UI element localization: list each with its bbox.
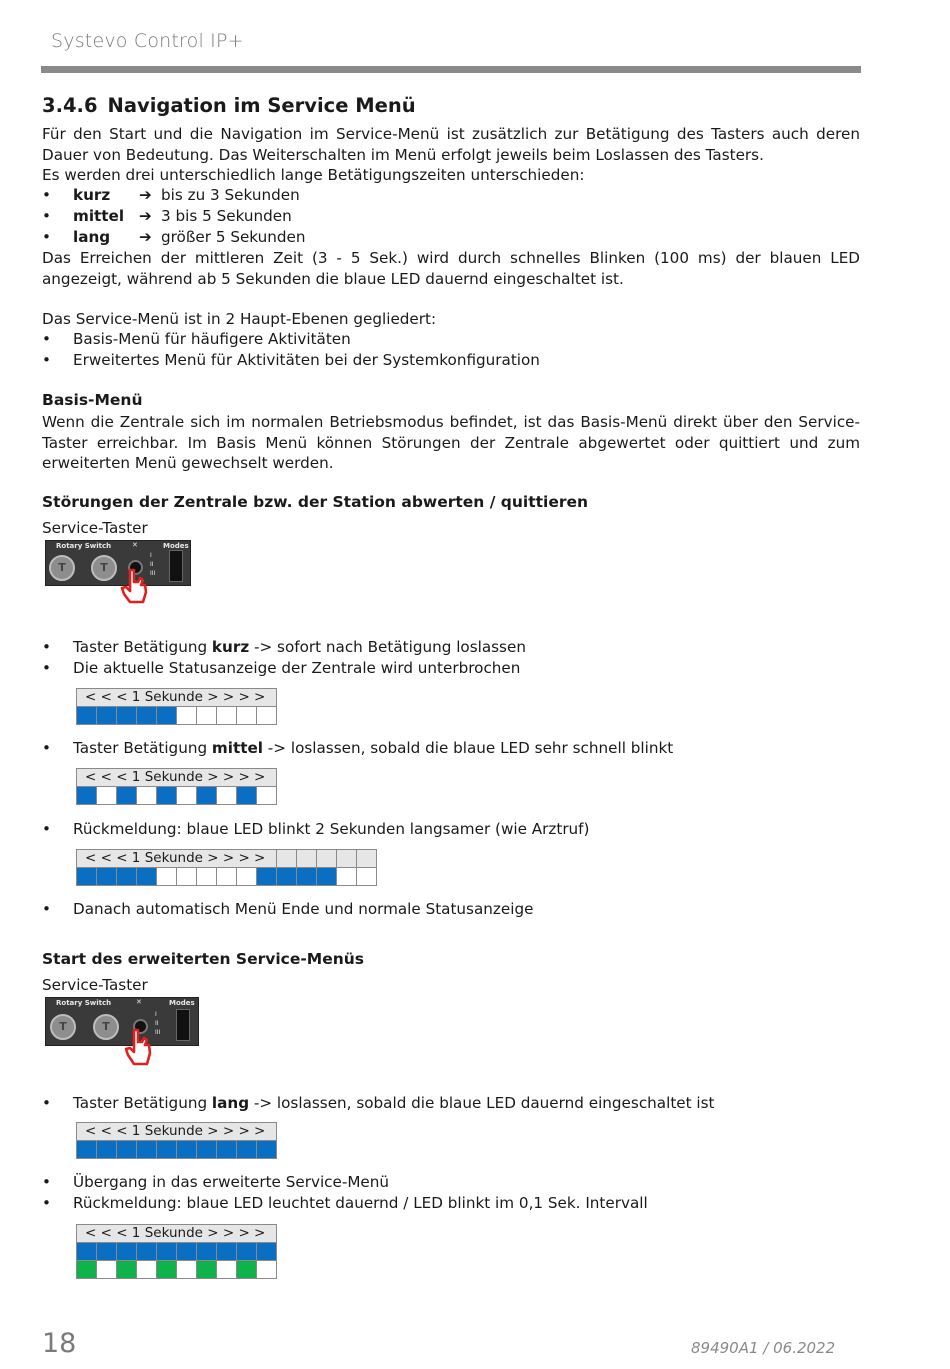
- led-cell-blue: [137, 707, 157, 725]
- led-header-row: [77, 850, 377, 868]
- led-cell-blue: [117, 1243, 137, 1261]
- led-cell-green: [157, 1261, 177, 1279]
- led-state-row: [77, 707, 277, 725]
- mode-switch-icon: [176, 1009, 190, 1041]
- led-header-label: < < < 1 Sekunde > > > >: [77, 1123, 277, 1141]
- bullet-dot: •: [42, 900, 51, 918]
- led-cell-blue: [197, 1141, 217, 1159]
- tools-icon: ✕: [136, 998, 142, 1006]
- led-timing-table-final: [76, 1224, 277, 1279]
- led-cell-off: [257, 707, 277, 725]
- led-cell-blue: [77, 707, 97, 725]
- led-cell-blue: [117, 787, 137, 805]
- led-cell-off: [177, 707, 197, 725]
- led-cell-off: [237, 868, 257, 886]
- rotary-dial-icon: [93, 1014, 119, 1040]
- bullet-dot: •: [42, 820, 51, 838]
- step-text: -> loslassen, sobald die blaue LED dauernd eingeschaltet ist: [249, 1094, 715, 1112]
- led-cell-blue: [117, 1141, 137, 1159]
- led-cell-green: [77, 1261, 97, 1279]
- led-cell-off: [137, 787, 157, 805]
- led-cell-blue: [297, 868, 317, 886]
- led-cell-blue: [157, 707, 177, 725]
- led-cell-blue: [237, 1141, 257, 1159]
- led-cell-blue: [97, 1243, 117, 1261]
- step-text: Übergang in das erweiterte Service-Menü: [73, 1173, 390, 1191]
- led-cell-off: [97, 1261, 117, 1279]
- led-cell-off: [157, 868, 177, 886]
- led-state-row: [77, 787, 277, 805]
- led-cell-off: [197, 868, 217, 886]
- rotary-dial-icon: [91, 555, 117, 581]
- led-cell-blue: [97, 707, 117, 725]
- bullet-dot: •: [42, 207, 51, 225]
- led-header-cell: [337, 850, 357, 868]
- led-cell-blue: [237, 1243, 257, 1261]
- led-header-row: [77, 1225, 277, 1243]
- step-text: Die aktuelle Statusanzeige der Zentrale wird unterbrochen: [73, 659, 521, 677]
- led-cell-blue: [77, 1243, 97, 1261]
- basis-paragraph: Wenn die Zentrale sich im normalen Betriebsmodus befindet, ist das Basis-Menü direkt über den Service-Taster erreichbar. Im Basis Menü können Störungen der Zentrale abgewertet oder quittiert und zum erweiterten Menü gewechselt werden.: [42, 413, 860, 472]
- led-cell-off: [217, 1261, 237, 1279]
- step-key: kurz: [211, 638, 250, 656]
- rotary-dial-icon: [50, 1014, 76, 1040]
- led-cell-blue: [177, 1243, 197, 1261]
- step-text: Danach automatisch Menü Ende und normale Statusanzeige: [73, 900, 534, 918]
- led-cell-off: [177, 868, 197, 886]
- arrow-icon: ➔: [139, 207, 152, 225]
- intro-durations-lead: Es werden drei unterschiedlich lange Betätigungszeiten unterschieden:: [42, 166, 585, 184]
- section-heading: Navigation im Service Menü: [107, 94, 416, 117]
- led-cell-blue: [157, 1243, 177, 1261]
- led-header-row: [77, 769, 277, 787]
- led-header-label: < < < 1 Sekunde > > > >: [77, 850, 277, 868]
- led-cell-green: [117, 1261, 137, 1279]
- duration-key: mittel: [73, 207, 125, 225]
- stoerungen-heading: Störungen der Zentrale bzw. der Station abwerten / quittieren: [42, 493, 589, 511]
- led-cell-blue: [137, 1141, 157, 1159]
- bullet-dot: •: [42, 351, 51, 369]
- led-header-cell: [277, 850, 297, 868]
- led-cell-blue: [217, 1141, 237, 1159]
- led-cell-blue: [197, 787, 217, 805]
- led-cell-blue: [157, 787, 177, 805]
- pointing-hand-icon: [120, 1028, 156, 1070]
- led-cell-green: [197, 1261, 217, 1279]
- step-text: Rückmeldung: blaue LED leuchtet dauernd / LED blinkt im 0,1 Sek. Intervall: [73, 1194, 648, 1212]
- led-cell-blue: [157, 1141, 177, 1159]
- step-text: -> loslassen, sobald die blaue LED sehr schnell blinkt: [262, 739, 674, 757]
- duration-key: lang: [73, 228, 111, 246]
- led-cell-blue: [97, 1141, 117, 1159]
- led-cell-blue: [257, 868, 277, 886]
- step-text: Rückmeldung: blaue LED blinkt 2 Sekunden langsamer (wie Arztruf): [73, 820, 590, 838]
- bullet-dot: •: [42, 638, 51, 656]
- led-cell-off: [357, 868, 377, 886]
- led-cell-off: [257, 1261, 277, 1279]
- led-cell-blue: [277, 868, 297, 886]
- image-caption: Service-Taster: [42, 976, 148, 994]
- led-header-cell: [357, 850, 377, 868]
- led-cell-off: [197, 707, 217, 725]
- duration-text: bis zu 3 Sekunden: [161, 186, 300, 204]
- rotary-switch-label: Rotary Switch: [56, 542, 112, 550]
- led-timing-table-mittel: [76, 768, 277, 805]
- led-header-row: [77, 1123, 277, 1141]
- led-cell-off: [257, 787, 277, 805]
- step-text: -> sofort nach Betätigung loslassen: [249, 638, 526, 656]
- mode-levels: I II III: [155, 1011, 161, 1036]
- led-cell-blue: [217, 1243, 237, 1261]
- led-cell-off: [217, 707, 237, 725]
- led-cell-off: [177, 787, 197, 805]
- level-text: Basis-Menü für häufigere Aktivitäten: [73, 330, 351, 348]
- levels-lead: Das Service-Menü ist in 2 Haupt-Ebenen gegliedert:: [42, 310, 437, 328]
- led-state-row: [77, 1141, 277, 1159]
- led-cell-off: [237, 707, 257, 725]
- led-cell-green: [237, 1261, 257, 1279]
- modes-label: Modes: [163, 542, 189, 550]
- bullet-dot: •: [42, 228, 51, 246]
- led-header-cell: [317, 850, 337, 868]
- bullet-dot: •: [42, 1173, 51, 1191]
- section-number: 3.4.6: [42, 94, 98, 117]
- led-cell-blue: [77, 1141, 97, 1159]
- led-cell-blue: [97, 868, 117, 886]
- mode-switch-icon: [169, 550, 183, 582]
- led-cell-off: [217, 787, 237, 805]
- led-cell-off: [217, 868, 237, 886]
- mode-levels: I II III: [150, 552, 156, 577]
- page-number: 18: [42, 1328, 77, 1359]
- bullet-dot: •: [42, 186, 51, 204]
- step-text: Taster Betätigung: [73, 739, 212, 757]
- duration-text: größer 5 Sekunden: [161, 228, 306, 246]
- led-cell-blue: [77, 868, 97, 886]
- intro-paragraph: Für den Start und die Navigation im Service-Menü ist zusätzlich zur Betätigung des Tasters auch deren Dauer von Bedeutung. Das Weiterschalten im Menü erfolgt jeweils beim Loslassen des Tasters.: [42, 125, 860, 164]
- led-cell-blue: [117, 868, 137, 886]
- bullet-dot: •: [42, 739, 51, 757]
- erweitert-heading: Start des erweiterten Service-Menüs: [42, 950, 365, 968]
- led-cell-blue: [77, 787, 97, 805]
- bullet-dot: •: [42, 330, 51, 348]
- led-cell-off: [337, 868, 357, 886]
- tools-icon: ✕: [132, 541, 138, 549]
- led-cell-blue: [197, 1243, 217, 1261]
- led-header-row: [77, 689, 277, 707]
- rotary-dial-icon: [49, 555, 75, 581]
- led-cell-off: [97, 787, 117, 805]
- led-timing-table-rueckmeldung: [76, 849, 377, 886]
- led-cell-blue: [117, 707, 137, 725]
- led-cell-blue: [317, 868, 337, 886]
- bullet-dot: •: [42, 659, 51, 677]
- bullet-dot: •: [42, 1094, 51, 1112]
- document-id: 89490A1 / 06.2022: [691, 1339, 836, 1357]
- step-key: mittel: [211, 739, 263, 757]
- led-cell-blue: [257, 1141, 277, 1159]
- duration-key: kurz: [73, 186, 111, 204]
- led-state-row: [77, 1243, 277, 1261]
- header-title: Systevo Control IP+: [51, 30, 244, 52]
- step-key: lang: [211, 1094, 250, 1112]
- pointing-hand-icon: [116, 568, 152, 608]
- bullet-dot: •: [42, 1194, 51, 1212]
- led-header-label: < < < 1 Sekunde > > > >: [77, 1225, 277, 1243]
- led-state-row: [77, 1261, 277, 1279]
- led-header-label: < < < 1 Sekunde > > > >: [77, 689, 277, 707]
- led-cell-blue: [137, 868, 157, 886]
- led-header-cell: [297, 850, 317, 868]
- led-header-label: < < < 1 Sekunde > > > >: [77, 769, 277, 787]
- section-title: [42, 94, 416, 117]
- arrow-icon: ➔: [139, 186, 152, 204]
- led-cell-off: [137, 1261, 157, 1279]
- header-rule: [41, 66, 861, 73]
- led-cell-blue: [177, 1141, 197, 1159]
- arrow-icon: ➔: [139, 228, 152, 246]
- step-text: Taster Betätigung: [73, 1094, 212, 1112]
- level-text: Erweitertes Menü für Aktivitäten bei der Systemkonfiguration: [73, 351, 540, 369]
- led-cell-off: [177, 1261, 197, 1279]
- led-indication-paragraph: Das Erreichen der mittleren Zeit (3 - 5 Sek.) wird durch schnelles Blinken (100 ms) der blauen LED angezeigt, während ab 5 Sekunden die blaue LED dauernd eingeschaltet ist.: [42, 249, 860, 288]
- image-caption: Service-Taster: [42, 519, 148, 537]
- duration-text: 3 bis 5 Sekunden: [161, 207, 292, 225]
- step-text: Taster Betätigung: [73, 638, 212, 656]
- led-state-row: [77, 868, 377, 886]
- led-cell-blue: [257, 1243, 277, 1261]
- led-timing-table-lang: [76, 1122, 277, 1159]
- led-timing-table-kurz: [76, 688, 277, 725]
- modes-label: Modes: [169, 999, 195, 1007]
- basis-heading: Basis-Menü: [42, 391, 143, 409]
- led-cell-blue: [137, 1243, 157, 1261]
- led-cell-blue: [237, 787, 257, 805]
- rotary-switch-label: Rotary Switch: [56, 999, 112, 1007]
